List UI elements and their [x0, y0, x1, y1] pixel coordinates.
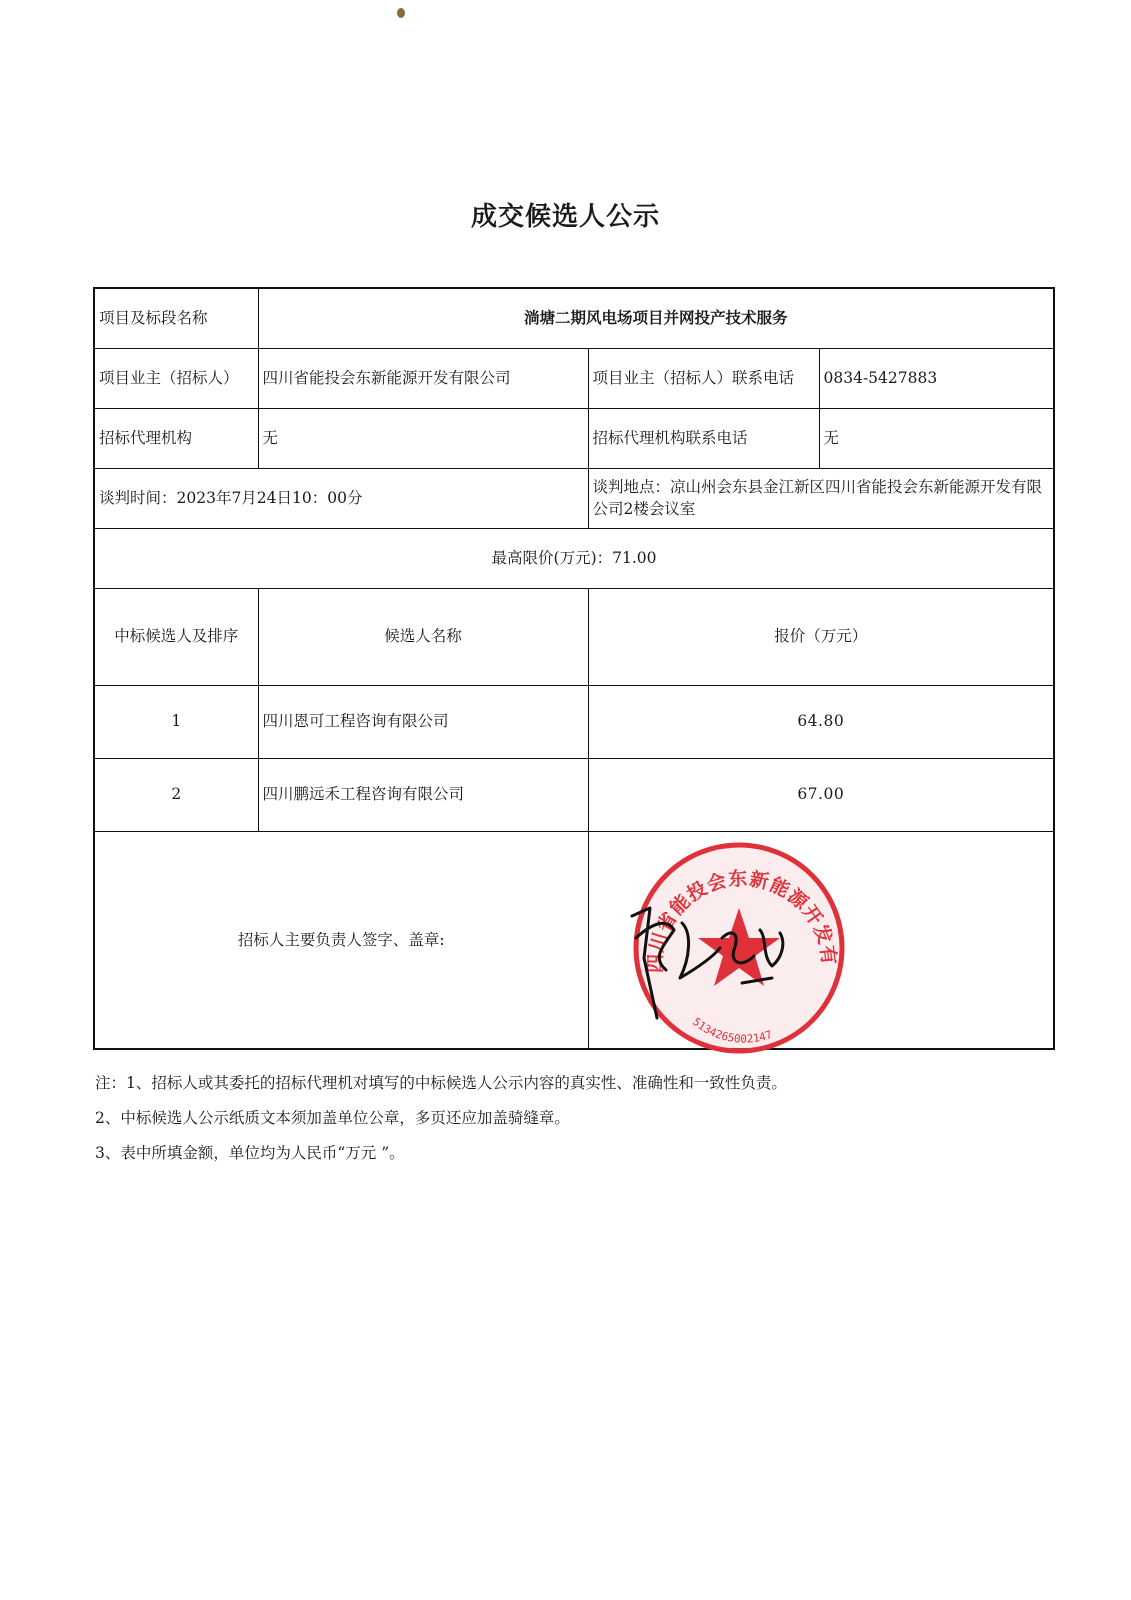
header-price: 报价（万元） [588, 588, 1054, 685]
owner-phone-value: 0834-5427883 [819, 348, 1054, 408]
candidate-rank: 2 [94, 758, 258, 831]
agency-phone-value: 无 [819, 408, 1054, 468]
note-item: 注：1、招标人或其委托的招标代理机对填写的中标候选人公示内容的真实性、准确性和一致性负责。 [95, 1074, 787, 1092]
signature-label: 招标人主要负责人签字、盖章: [94, 831, 588, 1049]
note-item: 2、中标候选人公示纸质文本须加盖单位公章，多页还应加盖骑缝章。 [95, 1109, 570, 1127]
negotiation-row [94, 468, 1054, 528]
page-title: 成交候选人公示 [470, 202, 660, 232]
notice-table [93, 287, 1055, 1050]
signature-row [94, 831, 1054, 1049]
candidate-price: 67.00 [588, 758, 1054, 831]
owner-row [94, 348, 1054, 408]
candidate-name: 四川恩可工程咨询有限公司 [258, 685, 588, 758]
negotiation-place: 谈判地点：凉山州会东县金江新区四川省能投会东新能源开发有限公司2楼会议室 [588, 468, 1054, 528]
seal-text: 四川省能投会东新能源开发有 [644, 867, 840, 974]
agency-row [94, 408, 1054, 468]
max-price-row [94, 528, 1054, 588]
notes [95, 1072, 1045, 1177]
owner-phone-label: 项目业主（招标人）联系电话 [588, 348, 819, 408]
candidate-row [94, 685, 1054, 758]
company-seal [622, 838, 857, 1058]
candidate-row [94, 758, 1054, 831]
agency-label: 招标代理机构 [94, 408, 258, 468]
project-name-label: 项目及标段名称 [94, 288, 258, 348]
seal-graphic [622, 838, 857, 1058]
scan-speck [397, 8, 405, 18]
project-name-value: 淌塘二期风电场项目并网投产技术服务 [258, 288, 1054, 348]
candidates-header-row [94, 588, 1054, 685]
agency-value: 无 [258, 408, 588, 468]
candidate-rank: 1 [94, 685, 258, 758]
candidate-price: 64.80 [588, 685, 1054, 758]
candidate-name: 四川鹏远禾工程咨询有限公司 [258, 758, 588, 831]
owner-value: 四川省能投会东新能源开发有限公司 [258, 348, 588, 408]
note-item: 3、表中所填金额，单位均为人民币“万元 ”。 [95, 1144, 405, 1162]
agency-phone-label: 招标代理机构联系电话 [588, 408, 819, 468]
seal-number: 5134265002147 [690, 1015, 774, 1046]
owner-label: 项目业主（招标人） [94, 348, 258, 408]
header-rank: 中标候选人及排序 [94, 588, 258, 685]
negotiation-time: 谈判时间：2023年7月24日10：00分 [94, 468, 588, 528]
project-name-row [94, 288, 1054, 348]
max-price: 最高限价(万元)：71.00 [94, 528, 1054, 588]
header-candidate-name: 候选人名称 [258, 588, 588, 685]
